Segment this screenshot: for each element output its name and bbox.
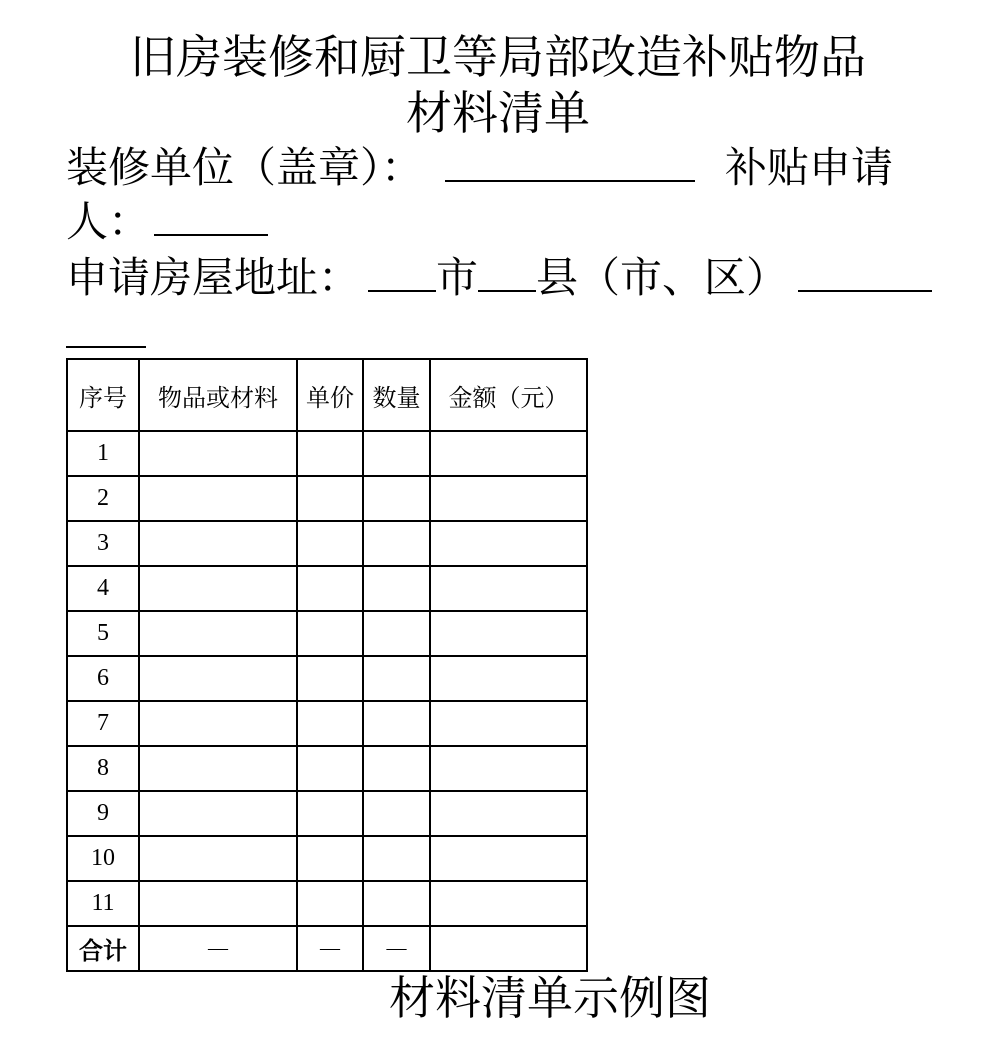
quantity-cell[interactable] <box>363 656 430 701</box>
quantity-cell[interactable] <box>363 431 430 476</box>
unit-label: 装修单位（盖章）： <box>66 143 424 192</box>
header-unit-price: 单价 <box>297 359 363 431</box>
total-item-dash: — <box>139 926 297 971</box>
unit-price-cell[interactable] <box>297 656 363 701</box>
unit-price-cell[interactable] <box>297 881 363 926</box>
unit-price-cell[interactable] <box>297 521 363 566</box>
row-index: 6 <box>67 656 139 701</box>
table-row <box>67 701 587 746</box>
header-index: 序号 <box>67 359 139 431</box>
header-item: 物品或材料 <box>139 359 297 431</box>
unit-price-cell[interactable] <box>297 791 363 836</box>
quantity-cell[interactable] <box>363 881 430 926</box>
unit-blank[interactable] <box>445 140 695 182</box>
figure-caption: 材料清单示例图 <box>389 971 711 1025</box>
amount-cell[interactable] <box>430 836 587 881</box>
table-row <box>67 656 587 701</box>
amount-cell[interactable] <box>430 881 587 926</box>
item-cell[interactable] <box>139 701 297 746</box>
quantity-cell[interactable] <box>363 611 430 656</box>
row-index: 7 <box>67 701 139 746</box>
item-cell[interactable] <box>139 521 297 566</box>
total-unit-price-dash: — <box>297 926 363 971</box>
total-label: 合计 <box>67 926 139 971</box>
applicant-label-part1: 补贴申请 <box>725 143 894 192</box>
amount-cell[interactable] <box>430 566 587 611</box>
address-blank[interactable] <box>798 250 932 292</box>
item-cell[interactable] <box>139 656 297 701</box>
quantity-cell[interactable] <box>363 521 430 566</box>
row-index: 11 <box>67 881 139 926</box>
item-cell[interactable] <box>139 476 297 521</box>
unit-price-cell[interactable] <box>297 611 363 656</box>
amount-cell[interactable] <box>430 476 587 521</box>
quantity-cell[interactable] <box>363 566 430 611</box>
table-row <box>67 791 587 836</box>
table-row <box>67 881 587 926</box>
unit-price-cell[interactable] <box>297 746 363 791</box>
unit-price-cell[interactable] <box>297 566 363 611</box>
unit-line <box>66 140 893 194</box>
item-cell[interactable] <box>139 566 297 611</box>
row-index: 3 <box>67 521 139 566</box>
quantity-cell[interactable] <box>363 791 430 836</box>
item-cell[interactable] <box>139 881 297 926</box>
amount-cell[interactable] <box>430 656 587 701</box>
address-line <box>66 250 932 304</box>
table-row <box>67 836 587 881</box>
amount-cell[interactable] <box>430 746 587 791</box>
table-row <box>67 521 587 566</box>
total-amount-cell[interactable] <box>430 926 587 971</box>
amount-cell[interactable] <box>430 701 587 746</box>
table-row <box>67 746 587 791</box>
row-index: 5 <box>67 611 139 656</box>
item-cell[interactable] <box>139 431 297 476</box>
item-cell[interactable] <box>139 836 297 881</box>
city-suffix: 市 <box>436 253 479 302</box>
table-row <box>67 431 587 476</box>
document-subtitle: 材料清单 <box>406 86 590 140</box>
unit-price-cell[interactable] <box>297 431 363 476</box>
quantity-cell[interactable] <box>363 476 430 521</box>
row-index: 10 <box>67 836 139 881</box>
table-header-row <box>67 359 587 431</box>
amount-cell[interactable] <box>430 791 587 836</box>
item-cell[interactable] <box>139 611 297 656</box>
applicant-line <box>66 194 268 248</box>
county-blank[interactable] <box>478 250 536 292</box>
unit-price-cell[interactable] <box>297 701 363 746</box>
applicant-blank[interactable] <box>154 194 268 236</box>
amount-cell[interactable] <box>430 431 587 476</box>
amount-cell[interactable] <box>430 521 587 566</box>
table-row <box>67 611 587 656</box>
quantity-cell[interactable] <box>363 746 430 791</box>
county-suffix: 县（市、区） <box>536 253 789 302</box>
unit-price-cell[interactable] <box>297 836 363 881</box>
quantity-cell[interactable] <box>363 836 430 881</box>
row-index: 1 <box>67 431 139 476</box>
amount-cell[interactable] <box>430 611 587 656</box>
document-title: 旧房装修和厨卫等局部改造补贴物品 <box>130 30 866 84</box>
address-label: 申请房屋地址： <box>66 253 361 302</box>
materials-table <box>66 358 588 972</box>
address-blank-continued[interactable] <box>66 306 146 348</box>
table-row <box>67 476 587 521</box>
row-index: 8 <box>67 746 139 791</box>
item-cell[interactable] <box>139 791 297 836</box>
header-quantity: 数量 <box>363 359 430 431</box>
item-cell[interactable] <box>139 746 297 791</box>
header-amount: 金额（元） <box>430 359 587 431</box>
city-blank[interactable] <box>368 250 436 292</box>
total-row <box>67 926 587 971</box>
total-quantity-dash: — <box>363 926 430 971</box>
applicant-label-part2: 人： <box>66 197 151 246</box>
row-index: 9 <box>67 791 139 836</box>
row-index: 4 <box>67 566 139 611</box>
table-row <box>67 566 587 611</box>
row-index: 2 <box>67 476 139 521</box>
unit-price-cell[interactable] <box>297 476 363 521</box>
quantity-cell[interactable] <box>363 701 430 746</box>
